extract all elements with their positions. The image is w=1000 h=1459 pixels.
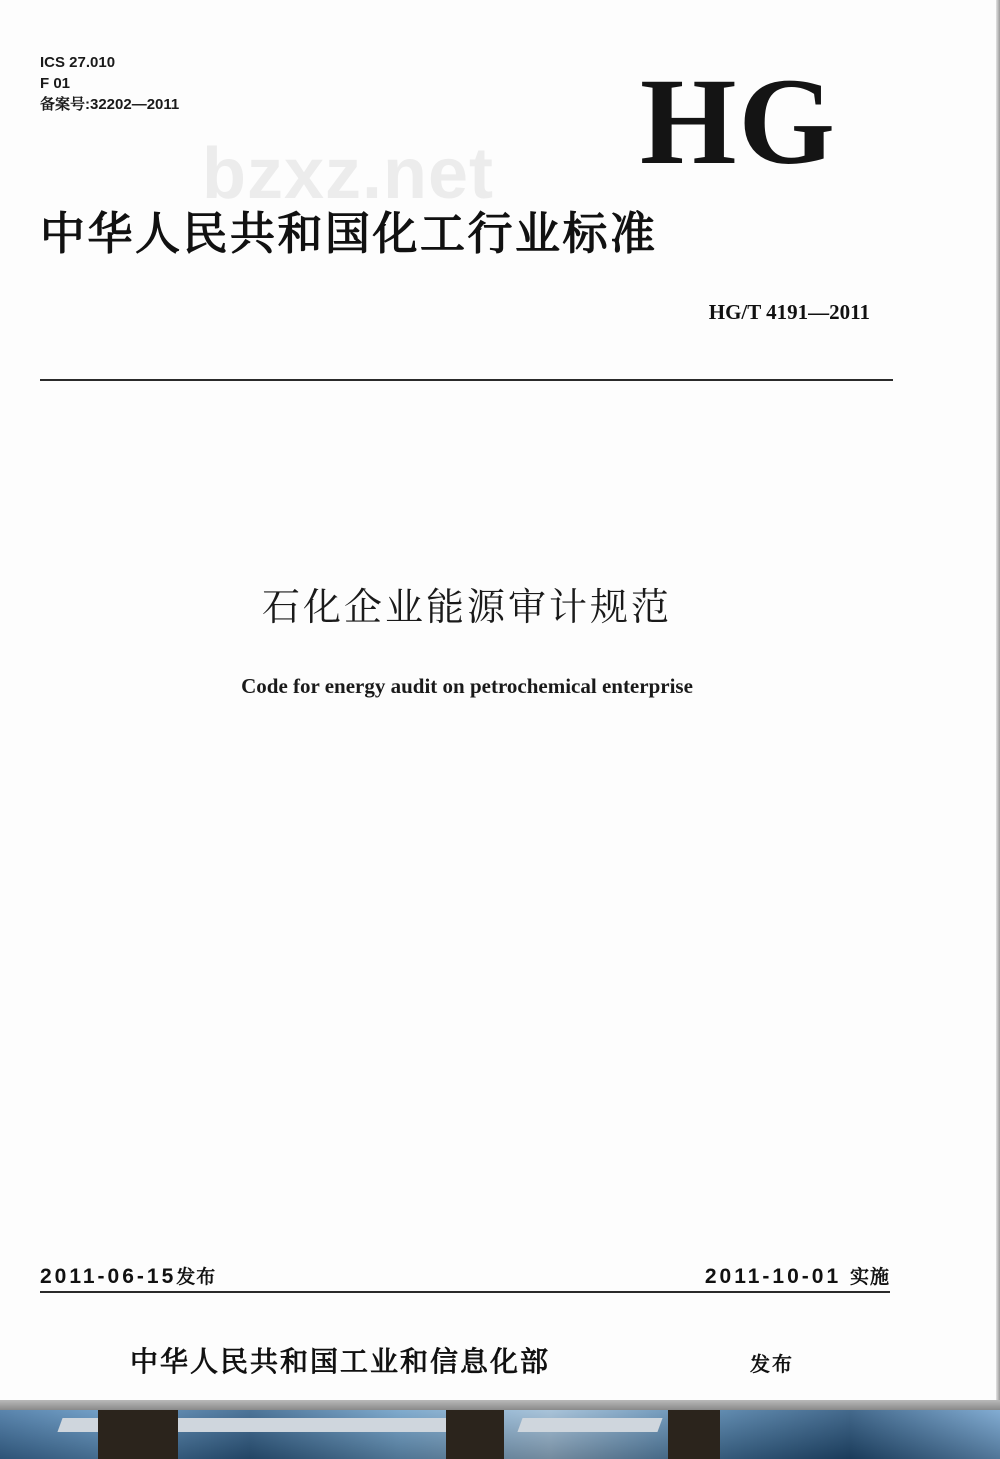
publish-date-block (40, 1262, 216, 1289)
viewer-scroll-divider[interactable] (0, 1400, 1000, 1410)
bottom-divider (40, 1291, 890, 1293)
classification-code: F 01 (40, 75, 71, 92)
document-title-chinese: 石化企业能源审计规范 (261, 585, 672, 629)
document-metadata (40, 52, 179, 115)
implement-date: 2011-10-01 (704, 1265, 842, 1288)
hg-logo: HG (640, 53, 837, 190)
dock-post (98, 1410, 178, 1459)
publisher-action: 发布 (750, 1352, 794, 1376)
document-title-english: Code for energy audit on petrochemical enterprise (241, 674, 693, 698)
publish-label: 发布 (176, 1266, 217, 1288)
publisher-name: 中华人民共和国工业和信息化部 (130, 1345, 551, 1378)
page-edge-shadow (996, 0, 1000, 1405)
dock-post (446, 1410, 504, 1459)
publish-date: 2011-06-15 (40, 1265, 177, 1288)
ics-code: ICS 27.010 (40, 54, 116, 71)
standard-category-title: 中华人民共和国化工行业标准 (40, 207, 658, 260)
filing-number: 备案号:32202—2011 (40, 96, 180, 113)
implement-label: 实施 (849, 1266, 890, 1288)
dock-plank (517, 1418, 662, 1432)
dock-post (668, 1410, 720, 1459)
watermark-text: bzxz.net (202, 134, 495, 214)
top-divider (40, 379, 893, 381)
standard-number: HG/T 4191—2011 (708, 300, 870, 324)
implement-date-block (705, 1262, 890, 1289)
